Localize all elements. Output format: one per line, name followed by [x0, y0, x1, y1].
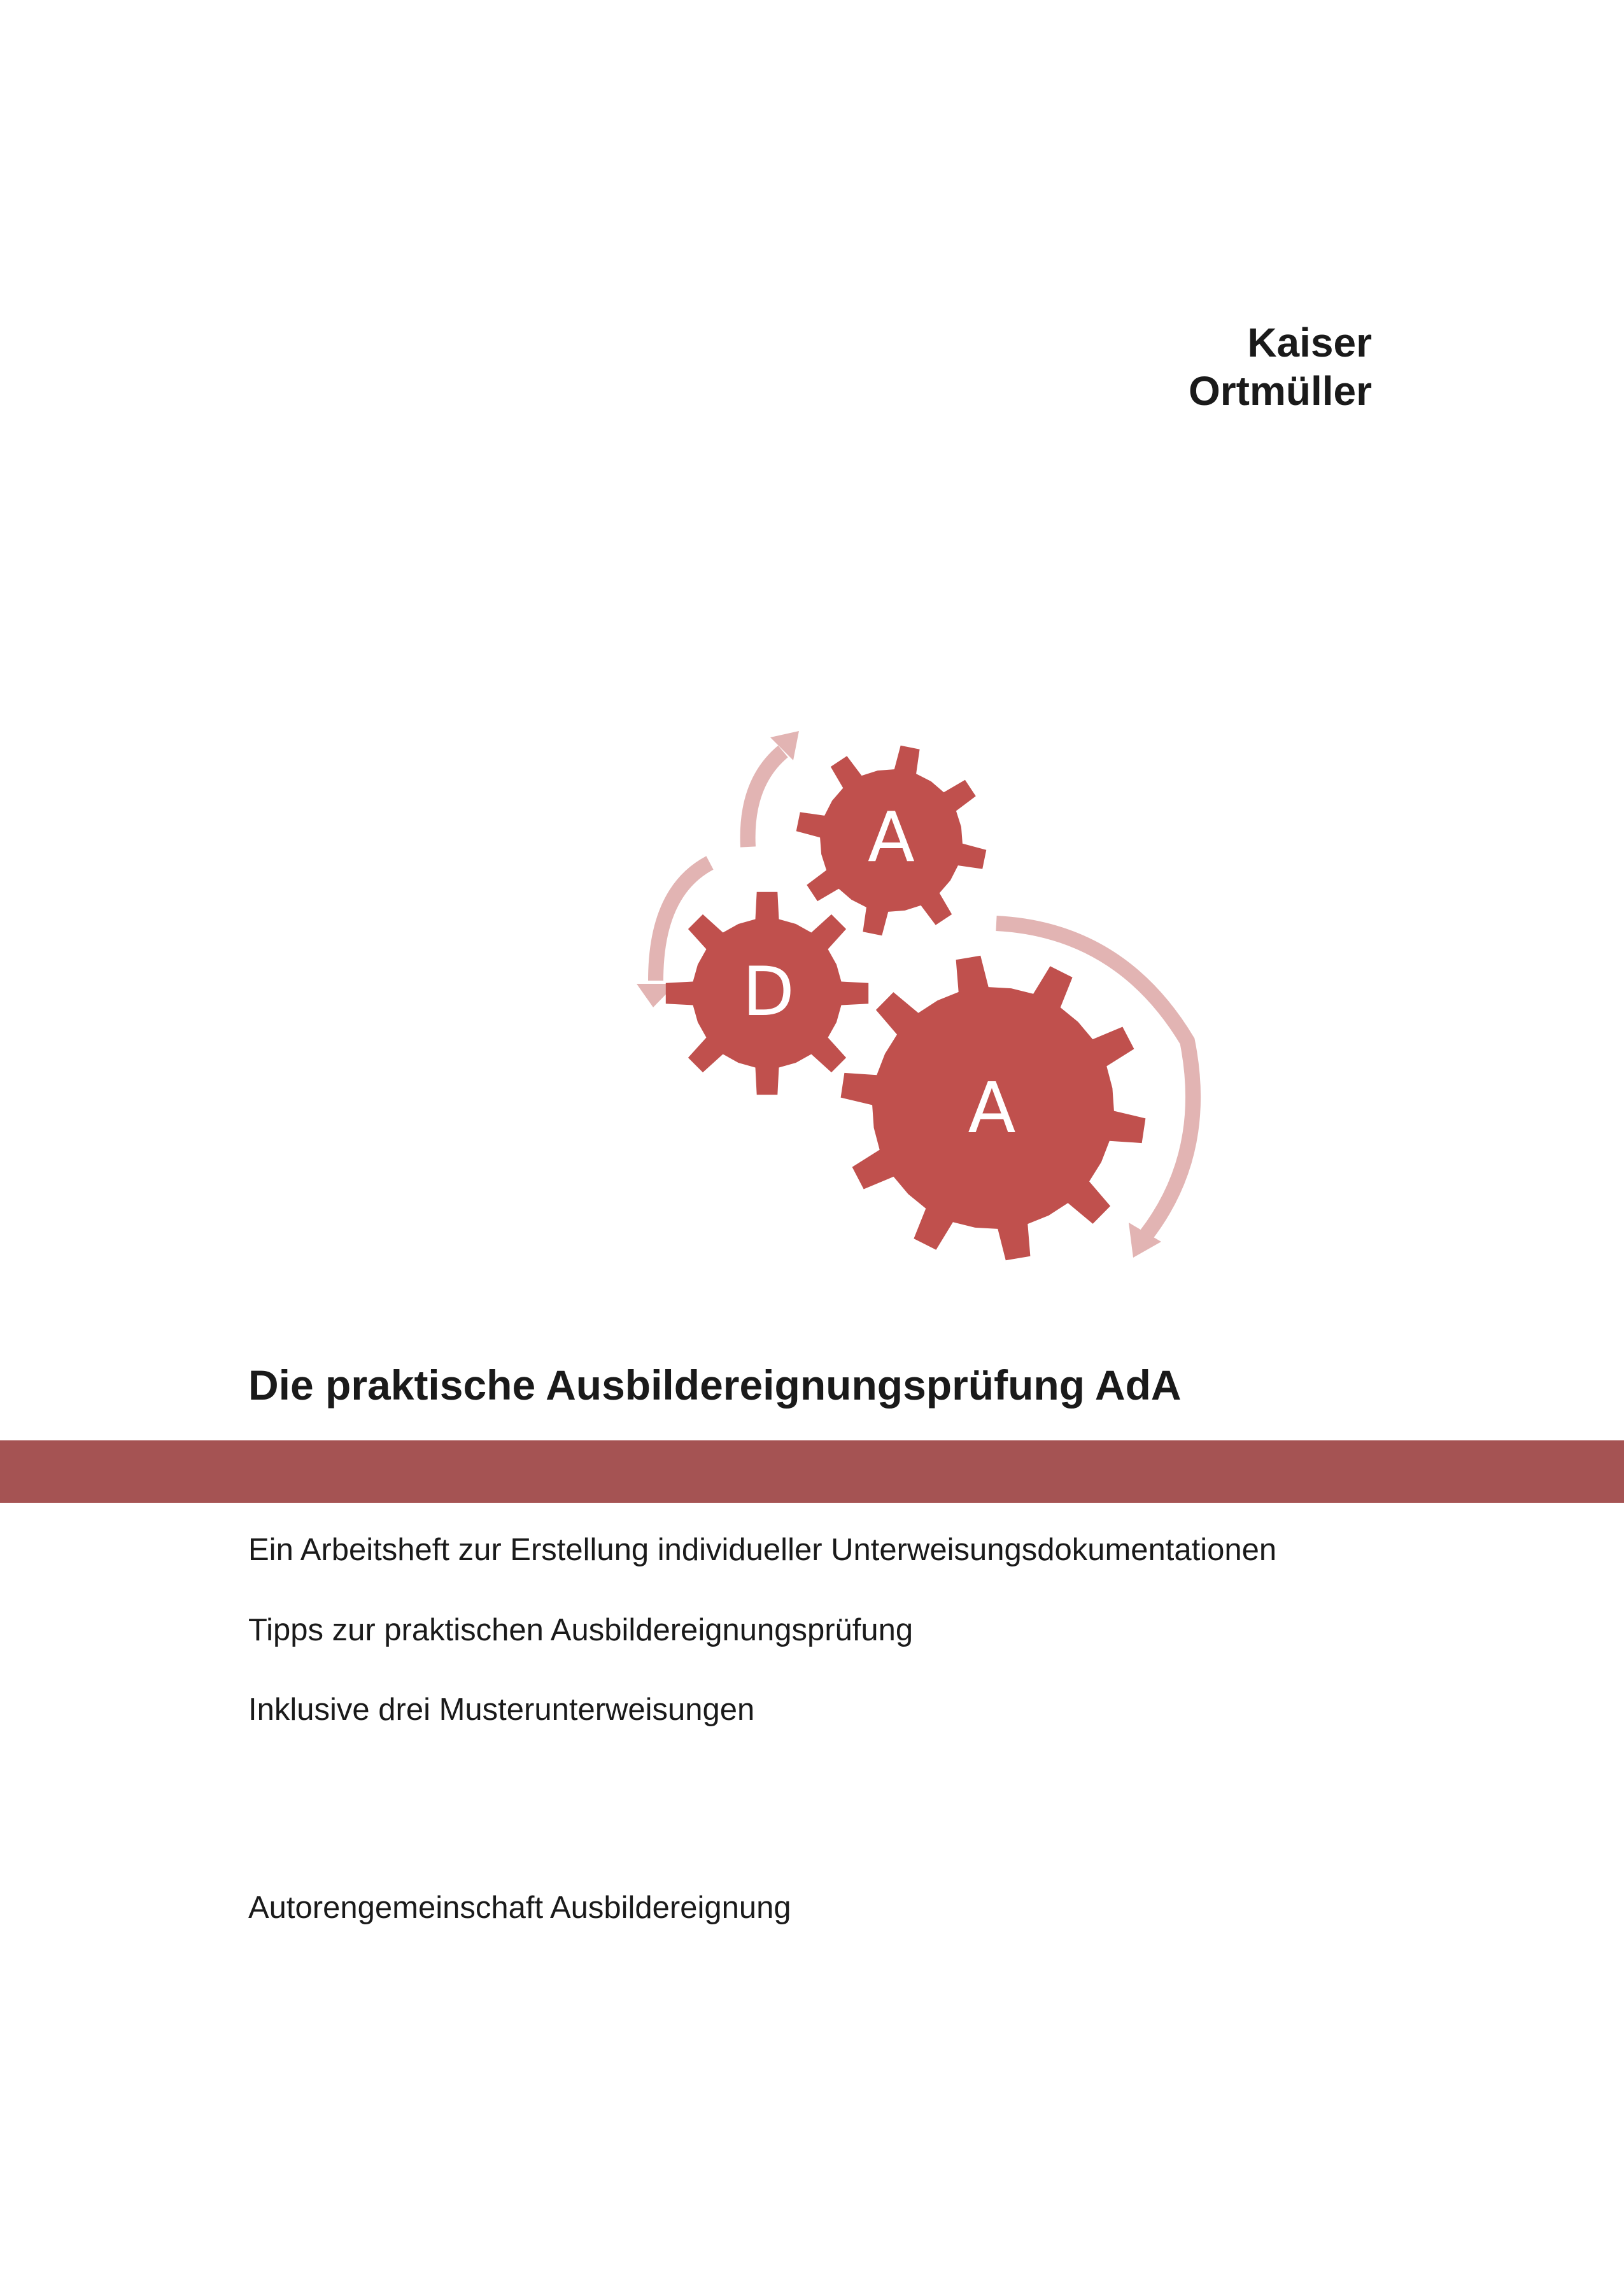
gear-letter-left: D [742, 953, 794, 1031]
curved-arrow-top-icon [748, 751, 783, 847]
page-title: Die praktische Ausbildereignungsprüfung AdA [248, 1361, 1182, 1409]
subtitle-line: Inklusive drei Musterunterweisungen [248, 1693, 755, 1727]
gear-letter-bottom: A [968, 1067, 1016, 1149]
gear-letter-top: A [868, 798, 915, 877]
title-band [0, 1440, 1624, 1503]
gears-logo-icon [605, 713, 1210, 1286]
publisher: Autorengemeinschaft Ausbildereignung [248, 1891, 791, 1925]
subtitle-line: Tipps zur praktischen Ausbildereignungsprüfung [248, 1613, 914, 1647]
author-name: Ortmüller [1188, 368, 1372, 414]
authors-block [1189, 318, 1372, 415]
subtitle-line: Ein Arbeitsheft zur Erstellung individueller Unterweisungsdokumentationen [248, 1533, 1277, 1567]
author-name: Kaiser [1247, 320, 1372, 366]
